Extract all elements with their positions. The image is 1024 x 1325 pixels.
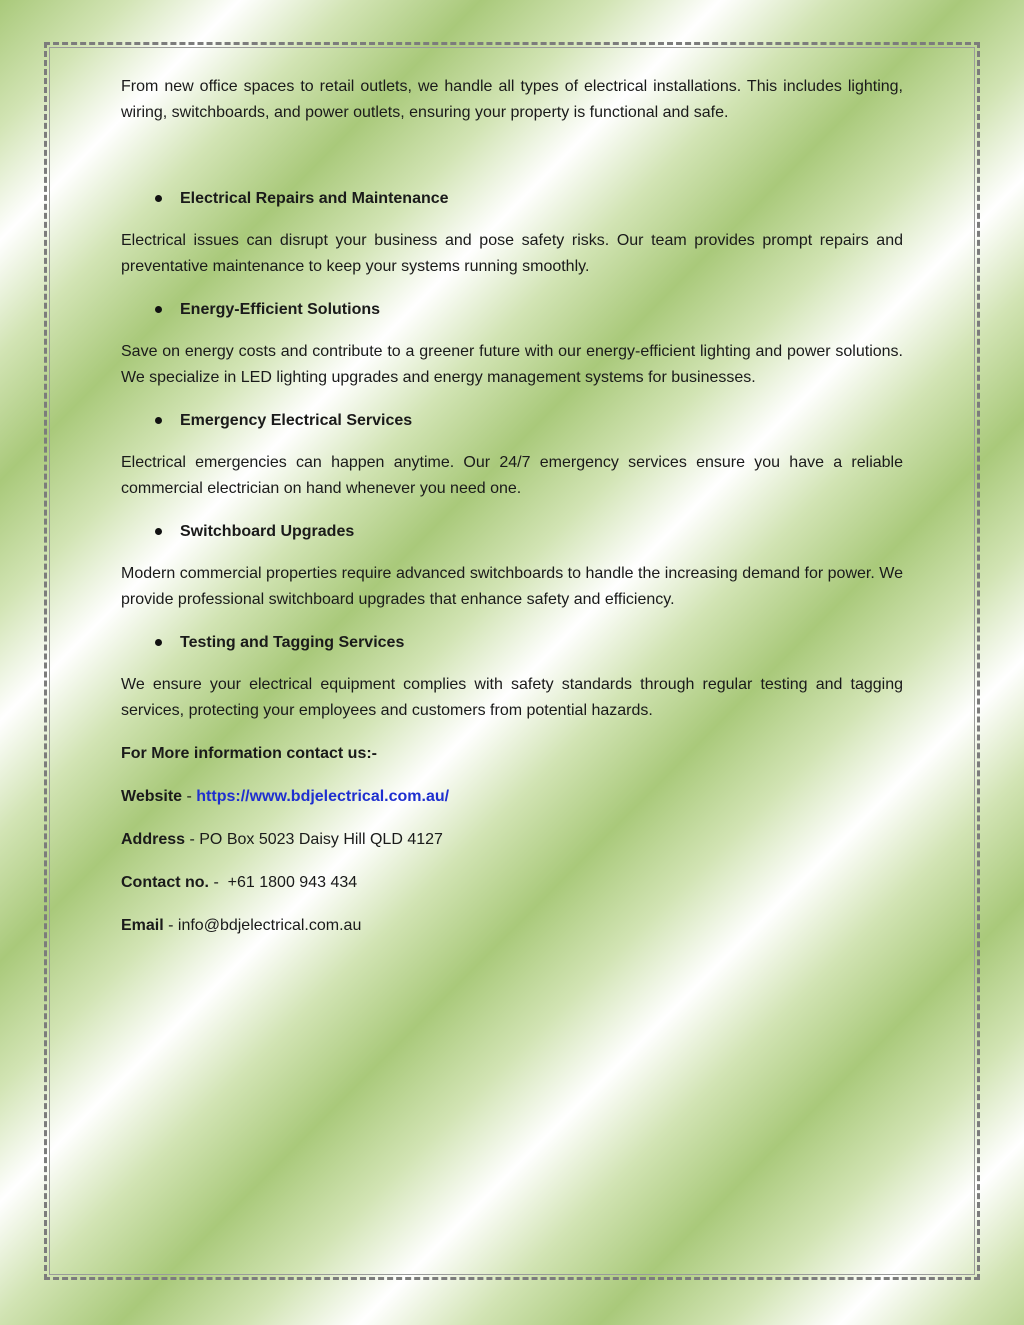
bullet-icon	[155, 528, 162, 535]
section-heading-testing	[121, 630, 903, 656]
section-heading-text: Electrical Repairs and Maintenance	[180, 190, 449, 207]
phone-value: +61 1800 943 434	[227, 874, 358, 891]
intro-paragraph: From new office spaces to retail outlets, we handle all types of electrical installations. This includes lighting, wiring, switchboards, and power outlets, ensuring your property is functional and safe.	[121, 78, 903, 121]
section-body-emergency: Electrical emergencies can happen anytime. Our 24/7 emergency services ensure you have a reliable commercial electrician on hand whenever you need one.	[121, 454, 903, 497]
address-value: PO Box 5023 Daisy Hill QLD 4127	[199, 831, 443, 848]
contact-heading: For More information contact us:-	[121, 745, 377, 762]
section-heading-text: Emergency Electrical Services	[180, 412, 413, 429]
phone-label: Contact no.	[121, 874, 209, 891]
address-separator: -	[185, 831, 200, 848]
section-heading-text: Switchboard Upgrades	[180, 523, 355, 540]
email-label: Email	[121, 917, 164, 934]
website-link[interactable]: https://www.bdjelectrical.com.au/	[196, 788, 450, 805]
section-heading-repairs	[121, 186, 903, 212]
bullet-icon	[155, 306, 162, 313]
section-heading-emergency	[121, 408, 903, 434]
email-separator: -	[163, 917, 178, 934]
contact-address	[121, 827, 903, 853]
website-separator: -	[182, 788, 197, 805]
section-body-energy: Save on energy costs and contribute to a greener future with our energy-efficient lighting and power solutions. We specialize in LED lighting upgrades and energy management systems for businesses.	[121, 343, 903, 386]
bullet-icon	[155, 417, 162, 424]
bullet-icon	[155, 195, 162, 202]
phone-separator: -	[209, 874, 228, 891]
bullet-icon	[155, 639, 162, 646]
section-heading-switchboard	[121, 519, 903, 545]
section-heading-energy	[121, 297, 903, 323]
contact-email	[121, 913, 903, 939]
email-value: info@bdjelectrical.com.au	[177, 917, 362, 934]
section-body-switchboard: Modern commercial properties require advanced switchboards to handle the increasing demand for power. We provide professional switchboard upgrades that enhance safety and efficiency.	[121, 565, 903, 608]
address-label: Address	[121, 831, 186, 848]
contact-phone	[121, 870, 903, 896]
section-heading-text: Testing and Tagging Services	[180, 634, 405, 651]
section-heading-text: Energy-Efficient Solutions	[180, 301, 381, 318]
website-label: Website	[121, 788, 183, 805]
contact-website	[121, 784, 903, 810]
section-body-repairs: Electrical issues can disrupt your business and pose safety risks. Our team provides prompt repairs and preventative maintenance to keep your systems running smoothly.	[121, 232, 903, 275]
document-body	[121, 74, 903, 956]
section-body-testing: We ensure your electrical equipment complies with safety standards through regular testing and tagging services, protecting your employees and customers from potential hazards.	[121, 676, 903, 719]
